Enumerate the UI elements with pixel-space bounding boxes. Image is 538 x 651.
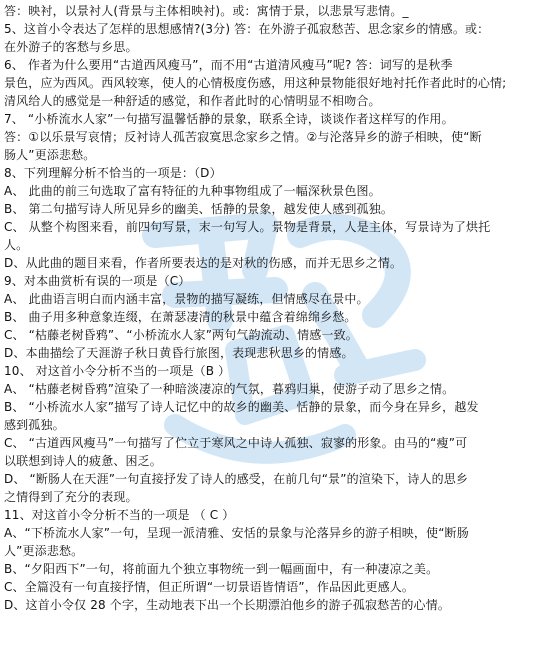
text-line: 答：①以乐景写哀情；反衬诗人孤苦寂寞思念家乡之情。②与沦落异乡的游子相映，使“断 xyxy=(4,130,482,144)
text-line: B、 “小桥流水人家”描写了诗人记忆中的故乡的幽美、恬静的景象，而今身在异乡，越发 xyxy=(4,400,479,414)
text-line: 10、 对这首小令分析不当的一项是（B ） xyxy=(4,364,231,378)
text-line: 以联想到诗人的疲惫、困乏。 xyxy=(4,454,162,468)
text-line: 答：映衬，以景衬人(背景与主体相映衬)。或：寓情于景，以悲景写悲情。_ xyxy=(4,4,409,18)
text-line: 11、对这首小令分析不当的一项是 （ C ） xyxy=(4,508,235,522)
text-line: C、 从整个构图来看，前四句写景，末一句写人。景物是背景，人是主体，写景诗为了烘托 xyxy=(4,220,491,234)
text-line: C、 “枯藤老树昏鸦”、“小桥流水人家”两句气韵流动、情感一致。 xyxy=(4,328,358,342)
text-line: 人”更添悲愁。 xyxy=(4,544,84,558)
text-line: D、这首小令仅 28 个字，生动地表下出一个长期漂泊他乡的游子孤寂愁苦的心情。 xyxy=(4,598,450,612)
text-line: D、 “断肠人在天涯”一句直接抒发了诗人的感受，在前几句“景”的渲染下，诗人的思乡 xyxy=(4,472,469,486)
text-line: 之情得到了充分的表现。 xyxy=(4,490,138,504)
text-line: C、 “古道西风瘦马”一句描写了伫立于寒风之中诗人孤独、寂寥的形象。由马的“瘦”可 xyxy=(4,436,468,450)
text-line: 6、 作者为什么要用“古道西风瘦马”，而不用“古道清风瘦马”呢? 答：词写的是秋季 xyxy=(4,58,453,72)
text-line: A、 “枯藤老树昏鸦”渲染了一种暗淡凄凉的气氛，暮鸦归巢，使游子动了思乡之情。 xyxy=(4,382,455,396)
text-line: 8、下列理解分析不恰当的一项是：（D） xyxy=(4,166,222,180)
text-line: 清风给人的感觉是一种舒适的感觉，和作者此时的心情明显不相吻合。 xyxy=(4,94,381,108)
text-line: D、从此曲的题目来看，作者所要表达的是对秋的伤感，而并无思乡之情。 xyxy=(4,256,403,270)
text-line: 人。 xyxy=(4,238,29,252)
text-line: A、“下桥流水人家”一句，呈现一派清雅、安恬的景象与沦落异乡的游子相映，使“断肠 xyxy=(4,526,469,540)
text-line: 9、对本曲赏析有误的一项是（C） xyxy=(4,274,191,288)
text-line: D、本曲描绘了天涯游子秋日黄昏行旅图，表现悲秋思乡的情感。 xyxy=(4,346,354,360)
text-line: 景色，应为西风。西风较寒，使人的心情极度伤感，用这种景物能很好地衬托作者此时的心情; xyxy=(4,76,507,90)
text-line: B、 曲子用多种意象连缀，在萧瑟凄清的秋景中蕴含着绵绵乡愁。 xyxy=(4,310,357,324)
text-line: C、全篇没有一句直接抒情，但正所谓“一切景语皆情语”，作品因此更感人。 xyxy=(4,580,415,594)
text-line: B、“夕阳西下”一句，将前面九个独立事物统一到一幅画面中，有一种凄凉之美。 xyxy=(4,562,439,576)
text-line: A、 此曲语言明白而内涵丰富，景物的描写凝练，但情感尽在景中。 xyxy=(4,292,369,306)
text-line: 5、这首小令表达了怎样的思想感情?(3分) 答：在外游子孤寂愁苦、思念家乡的情感。或： xyxy=(4,22,490,36)
text-line: 7、 “小桥流水人家”一句描写温馨恬静的景象，联系全诗，谈谈作者这样写的作用。 xyxy=(4,112,454,126)
text-line: 在外游子的客愁与乡思。 xyxy=(4,40,138,54)
text-line: 感到孤独。 xyxy=(4,418,65,432)
text-line: A、 此曲的前三句选取了富有特征的九种事物组成了一幅深秋景色图。 xyxy=(4,184,381,198)
text-line: B、 第二句描写诗人所见异乡的幽美、恬静的景象，越发使人感到孤独。 xyxy=(4,202,393,216)
text-line: 肠人”更添悲愁。 xyxy=(4,148,96,162)
